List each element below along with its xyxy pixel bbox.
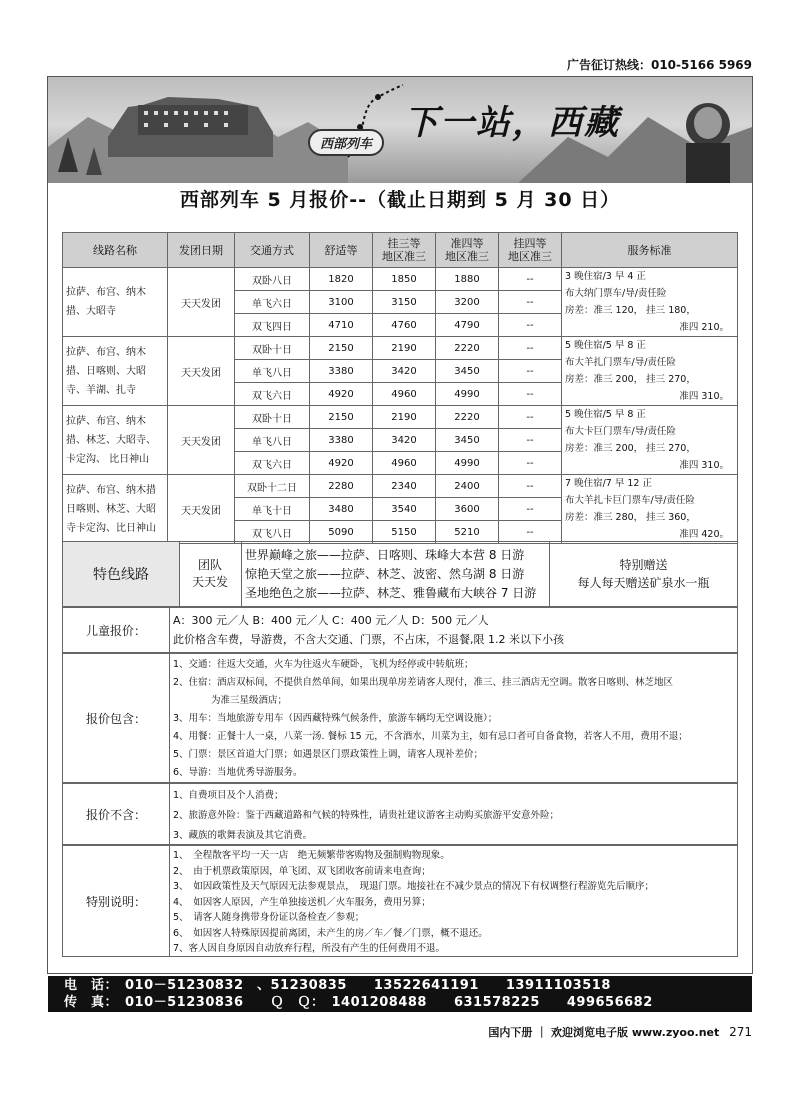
list-item: 6、 如因客人特殊原因提前离团，未产生的房／车／餐／门票，概不退还。 bbox=[173, 927, 488, 939]
list-item: 1、 全程散客平均一天一店 绝无频繁带客购物及强制购物现象。 bbox=[173, 850, 450, 861]
price-cell: -- bbox=[499, 360, 562, 383]
service-standard bbox=[562, 337, 738, 406]
gift-text: 每人每天赠送矿泉水一瓶 bbox=[577, 576, 710, 590]
service-line: 准四 310。 bbox=[679, 391, 729, 402]
price-cell: 3380 bbox=[310, 429, 373, 452]
price-cell: 2220 bbox=[436, 406, 499, 429]
col-quasi4: 准四等 地区准三 bbox=[436, 233, 499, 268]
contact-bar bbox=[48, 976, 752, 1012]
service-line: 准四 420。 bbox=[679, 529, 729, 540]
transport-mode: 单飞十日 bbox=[235, 498, 310, 521]
price-cell: 4990 bbox=[436, 383, 499, 406]
list-item: 7、客人因自身原因自动放弃行程，所没有产生的任何费用不退。 bbox=[173, 943, 446, 954]
table-header-row bbox=[63, 233, 738, 268]
transport-mode: 双卧十二日 bbox=[235, 475, 310, 498]
route-name: 拉萨、布宫、纳木措、日喀则、大昭寺、羊湖、扎寺 bbox=[63, 337, 168, 406]
list-item: 3、藏族的歌舞表演及其它消费。 bbox=[173, 830, 313, 841]
transport-mode: 单飞八日 bbox=[235, 360, 310, 383]
price-cell: 2220 bbox=[436, 337, 499, 360]
team-line: 团队 bbox=[197, 558, 222, 572]
child-content bbox=[173, 611, 735, 649]
table-row bbox=[63, 337, 738, 360]
col-date: 发团日期 bbox=[168, 233, 235, 268]
price-cell: -- bbox=[499, 429, 562, 452]
list-item: 1、自费项目及个人消费； bbox=[173, 790, 284, 801]
table-row bbox=[63, 406, 738, 429]
table-row bbox=[63, 268, 738, 291]
price-cell: 2150 bbox=[310, 337, 373, 360]
price-cell: 2190 bbox=[373, 337, 436, 360]
service-line: 5 晚住宿/5 早 8 正 bbox=[565, 340, 646, 351]
service-line: 房差：准三 120， 挂三 180， bbox=[565, 305, 696, 316]
transport-mode: 双卧八日 bbox=[235, 268, 310, 291]
col-mode: 交通方式 bbox=[235, 233, 310, 268]
list-item: 4、用餐：正餐十人一桌，八菜一汤. 餐标 15 元，不含酒水，川菜为主，如有忌口者可自备食物，若客人不用，费用不退； bbox=[173, 731, 688, 742]
price-cell: -- bbox=[499, 314, 562, 337]
service-line: 5 晚住宿/5 早 8 正 bbox=[565, 409, 646, 420]
service-line: 准四 310。 bbox=[679, 460, 729, 471]
transport-mode: 双卧十日 bbox=[235, 337, 310, 360]
price-cell: 3150 bbox=[373, 291, 436, 314]
train-logo: 西部列车 bbox=[308, 129, 384, 156]
price-table bbox=[62, 232, 738, 544]
child-price bbox=[62, 607, 738, 653]
footer-text: 国内下册 ｜ 欢迎浏览电子版 www.zyoo.net bbox=[488, 1026, 720, 1039]
service-line: 布大羊扎卡巨门票车/导/责任险 bbox=[565, 495, 695, 506]
special-gift bbox=[549, 542, 737, 606]
page-footer bbox=[488, 1024, 752, 1040]
page-number: 271 bbox=[729, 1025, 752, 1039]
price-cell: -- bbox=[499, 383, 562, 406]
list-item: 2、 由于机票政策原因，单飞团、双飞团收客前请来电查询； bbox=[173, 865, 431, 877]
price-cell: 3200 bbox=[436, 291, 499, 314]
gift-title: 特别赠送 bbox=[619, 558, 668, 572]
transport-mode: 单飞八日 bbox=[235, 429, 310, 452]
service-line: 布大卡巨门票车/导/责任险 bbox=[565, 426, 676, 437]
service-line: 房差：准三 280， 挂三 360， bbox=[565, 512, 696, 523]
price-cell: -- bbox=[499, 337, 562, 360]
table-row bbox=[63, 475, 738, 498]
transport-mode: 单飞六日 bbox=[235, 291, 310, 314]
col-service: 服务标准 bbox=[562, 233, 738, 268]
child-prices: A：300 元／人 B：400 元／人 C：400 元／人 D：500 元／人 bbox=[173, 614, 489, 627]
list-item: 1、交通：往返大交通，火车为往返火车硬卧，飞机为经停或中转航班； bbox=[173, 659, 474, 670]
price-cell: 3600 bbox=[436, 498, 499, 521]
banner bbox=[48, 77, 752, 183]
col-comfort: 舒适等 bbox=[310, 233, 373, 268]
price-cell: -- bbox=[499, 521, 562, 544]
price-cell: 5210 bbox=[436, 521, 499, 544]
price-cell: 3420 bbox=[373, 360, 436, 383]
special-route: 惊艳天堂之旅——拉萨、林芝、波密、然乌湖 8 日游 bbox=[245, 567, 525, 581]
price-cell: -- bbox=[499, 291, 562, 314]
price-include bbox=[62, 653, 738, 783]
service-standard bbox=[562, 475, 738, 544]
price-cell: 4990 bbox=[436, 452, 499, 475]
ad-hotline: 广告征订热线：010-5166 5969 bbox=[566, 58, 752, 72]
special-route: 圣地绝色之旅——拉萨、林芝、雅鲁藏布大峡谷 7 日游 bbox=[245, 586, 537, 600]
route-name: 拉萨、布宫、纳木措日喀则、林芝、大昭寺卡定沟、比日神山 bbox=[63, 475, 168, 544]
price-cell: 1880 bbox=[436, 268, 499, 291]
price-cell: -- bbox=[499, 475, 562, 498]
team-line: 天天发 bbox=[191, 575, 228, 589]
route-name: 拉萨、布宫、纳木措、大昭寺 bbox=[63, 268, 168, 337]
special-route: 世界巅峰之旅——拉萨、日喀则、珠峰大本营 8 日游 bbox=[245, 548, 525, 562]
route-name: 拉萨、布宫、纳木措、林芝、大昭寺、卡定沟、 比日神山 bbox=[63, 406, 168, 475]
price-cell: 3540 bbox=[373, 498, 436, 521]
price-cell: 5090 bbox=[310, 521, 373, 544]
service-line: 布大纳门票车/导/责任险 bbox=[565, 288, 667, 299]
price-cell: 3420 bbox=[373, 429, 436, 452]
service-standard bbox=[562, 406, 738, 475]
price-cell: 3380 bbox=[310, 360, 373, 383]
service-line: 准四 210。 bbox=[679, 322, 729, 333]
list-item: 3、 如因政策性及天气原因无法参观景点， 现退门票。地接社在不减少景点的情况下有权调整行程游览先后顺序； bbox=[173, 881, 655, 892]
page-title: 西部列车 5 月报价--（截止日期到 5 月 30 日） bbox=[179, 189, 621, 211]
price-cell: 3480 bbox=[310, 498, 373, 521]
exclude-list bbox=[173, 786, 735, 846]
list-item: 6、导游：当地优秀导游服务。 bbox=[173, 767, 303, 778]
special-route-list bbox=[245, 546, 536, 603]
price-cell: 4920 bbox=[310, 383, 373, 406]
price-cell: 5150 bbox=[373, 521, 436, 544]
departure-date: 天天发团 bbox=[168, 337, 235, 406]
price-cell: 1820 bbox=[310, 268, 373, 291]
special-notes bbox=[62, 845, 738, 957]
list-item: 2、旅游意外险：鉴于西藏道路和气候的特殊性，请贵社建议游客主动购买旅游平安意外险； bbox=[173, 810, 560, 821]
price-cell: 4920 bbox=[310, 452, 373, 475]
transport-mode: 双飞八日 bbox=[235, 521, 310, 544]
contact-fax: 传 真： 010－51230836 Ｑ Ｑ： 1401208488 631578225 499656682 bbox=[64, 995, 653, 1010]
list-item: 5、 请客人随身携带身份证以备检查／参观； bbox=[173, 912, 365, 923]
transport-mode: 双飞六日 bbox=[235, 452, 310, 475]
price-cell: 3100 bbox=[310, 291, 373, 314]
list-item: 2、住宿：酒店双标间，不提供自然单间，如果出现单房差请客人现付，准三、挂三酒店无空调。散客日喀则、林芝地区 bbox=[173, 677, 674, 688]
price-cell: -- bbox=[499, 268, 562, 291]
transport-mode: 双飞六日 bbox=[235, 383, 310, 406]
departure-date: 天天发团 bbox=[168, 268, 235, 337]
price-cell: -- bbox=[499, 452, 562, 475]
price-exclude bbox=[62, 783, 738, 845]
service-line: 房差：准三 200， 挂三 270， bbox=[565, 443, 696, 454]
notes-list bbox=[173, 848, 735, 957]
list-item: 5、门票：景区首道大门票；如遇景区门票政策性上调，请客人现补差价； bbox=[173, 749, 484, 760]
price-cell: 4960 bbox=[373, 452, 436, 475]
price-cell: 2400 bbox=[436, 475, 499, 498]
price-cell: 2340 bbox=[373, 475, 436, 498]
price-cell: 4760 bbox=[373, 314, 436, 337]
child-label: 儿童报价： bbox=[63, 608, 170, 652]
contact-phone: 电 话： 010－51230832 、51230835 13522641191 13911103518 bbox=[64, 978, 611, 993]
special-routes bbox=[62, 541, 738, 607]
departure-date: 天天发团 bbox=[168, 406, 235, 475]
list-item: 3、用车：当地旅游专用车（因西藏特殊气候条件，旅游车辆均无空调设施）； bbox=[173, 713, 498, 724]
service-line: 布大羊扎门票车/导/责任险 bbox=[565, 357, 676, 368]
price-cell: -- bbox=[499, 498, 562, 521]
include-label: 报价包含： bbox=[63, 654, 170, 782]
price-cell: 4960 bbox=[373, 383, 436, 406]
service-line: 房差：准三 200， 挂三 270， bbox=[565, 374, 696, 385]
service-line: 3 晚住宿/3 早 4 正 bbox=[565, 271, 646, 282]
price-cell: 3450 bbox=[436, 429, 499, 452]
price-cell: 2190 bbox=[373, 406, 436, 429]
special-label: 特色线路 bbox=[63, 542, 180, 606]
departure-date: 天天发团 bbox=[168, 475, 235, 544]
special-team bbox=[179, 542, 242, 606]
page-frame bbox=[47, 76, 753, 974]
service-line: 7 晚住宿/7 早 12 正 bbox=[565, 478, 652, 489]
exclude-label: 报价不含： bbox=[63, 784, 170, 844]
transport-mode: 双飞四日 bbox=[235, 314, 310, 337]
banner-scenery-icon bbox=[48, 77, 752, 183]
price-cell: 3450 bbox=[436, 360, 499, 383]
price-cell: 4710 bbox=[310, 314, 373, 337]
service-standard bbox=[562, 268, 738, 337]
col-route: 线路名称 bbox=[63, 233, 168, 268]
price-cell: -- bbox=[499, 406, 562, 429]
include-list bbox=[173, 656, 735, 782]
price-cell: 1850 bbox=[373, 268, 436, 291]
transport-mode: 双卧十日 bbox=[235, 406, 310, 429]
price-cell: 2150 bbox=[310, 406, 373, 429]
list-item: 为准三星级酒店； bbox=[173, 695, 288, 706]
list-item: 4、 如因客人原因，产生单独接送机／火车服务，费用另算； bbox=[173, 896, 431, 908]
notes-label: 特别说明： bbox=[63, 846, 170, 956]
col-grade4: 挂四等 地区准三 bbox=[499, 233, 562, 268]
banner-slogan: 下一站，西藏 bbox=[404, 103, 620, 143]
child-note: 此价格含车费，导游费，不含大交通、门票，不占床，不退餐,限 1.2 米以下小孩 bbox=[173, 633, 564, 646]
col-grade3: 挂三等 地区准三 bbox=[373, 233, 436, 268]
price-cell: 4790 bbox=[436, 314, 499, 337]
price-cell: 2280 bbox=[310, 475, 373, 498]
